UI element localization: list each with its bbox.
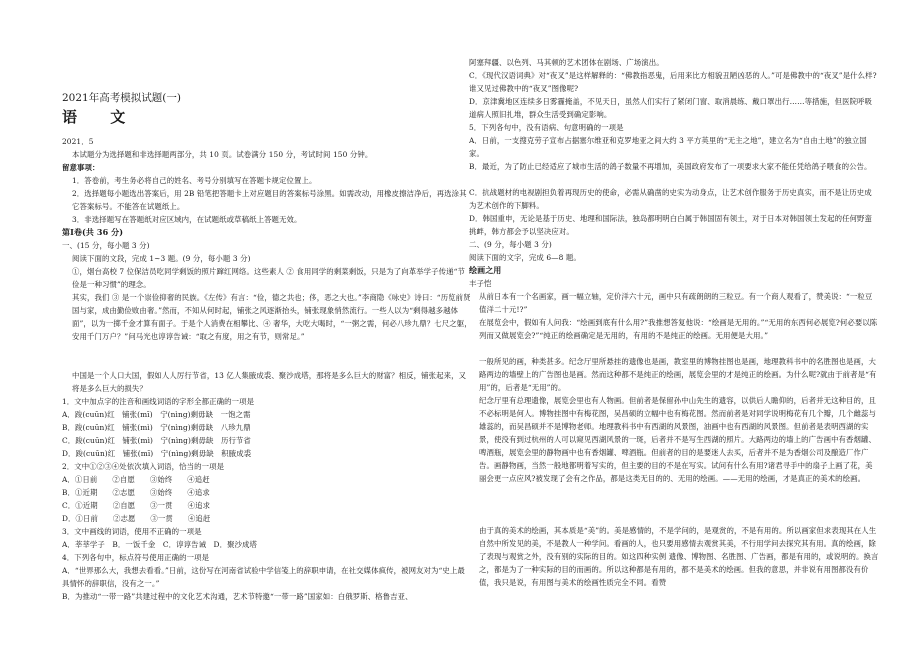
- subject-title: 语 文: [62, 108, 140, 126]
- question-2: 2．文中①②③④处依次填入词语，恰当的一项是: [62, 462, 225, 471]
- reading-instruction: 阅读下面的文段，完成 1~3 题。(9 分，每小题 3 分): [72, 254, 251, 263]
- q1-option-c: C．踆(cuūn)红 铺张(mì) 宁(nìng)剩毋缺 历行节省: [62, 436, 251, 445]
- essay-title: 绘画之用: [469, 265, 502, 275]
- essay-paragraph-1: 从前日本有一个名画家，画一幅立轴，定价洋六十元，画中只有疏朗朗的三粒豆。有一个商人观看了，赞美说：“一粒豆值洋二十元!?”: [479, 292, 873, 314]
- q4-option-c: C．《现代汉语词典》对“夜叉”是这样解释的：“佛教指恶鬼，后用来比方相貌丑陋凶恶的人。”可是佛教中的“夜叉”是什么样?谁又见过佛教中的“夜叉”图像呢?: [469, 71, 877, 93]
- question-4: 4．下列各句中，标点符号使用正确的一项是: [62, 553, 210, 562]
- q4-option-b: B．为推动“一带一路”共建过程中的文化艺术沟通，艺术节特邀“一带一路”国家如：白俄罗斯、格鲁吉亚、: [62, 592, 413, 601]
- q1-option-b: B．踆(cuūn)红 铺张(mì) 宁(nìng)剩毋缺 八珍九鼎: [62, 423, 251, 432]
- essay-paragraph-5: 由于真的美术的绘画，其本质是“美”的。美是感情的，不是学问的，是观赏的，不是有用的。所以画家但求表现其在人生自然中所发见的美，不是教人一种学问。看画的人，也只要用感情去观赏其美，不行用学问去探究其有用。真的绘画，除了表现与观赏之外，没有别的实际的目的。如这四种实例 遗像、博物图、名胜图、广告画，都是有用的，或说明的。换言之，都是为了一种实际的目的而画的。所以这种都是有用的，都不是美术的绘画。但我的意思，并非说有用图都没有价值，我只是说，有用图与美术的绘画性质完全不同。看赞: [479, 526, 879, 587]
- notice-item-1: 1．答卷前，考生务必将自己的姓名、考号分别填写在答题卡规定位置上。: [72, 176, 317, 185]
- essay-paragraph-4: 纪念厅里有总理遗像，展览会里也有人物画。但前者是保留孙中山先生的遗容，以供后人瞻仰的，后者并无这种目的，且不必标明是何人。博物挂图中有梅花图，吴昌硕的立幅中也有梅花图。然而前者是对同学说明梅花有几个瓣，几个雌蕊与雄蕊的，而吴昌硕并不是博物老师。地理教科书中有西湖的风景图，油画中也有西湖的风景图。但前者是表明西湖的实景，使没有到过杭州的人可以窥见西湖风景的一斑，后者并不是写生西湖的照片。大路两边的墙上的广告画中有香烟罐、啤酒瓶，展览会里的静物画中也有香烟罐、啤酒瓶。但前者的目的是要迷人去买，后者并不是为香烟公司及酿造厂作广告。画静物画，当然一般地都明着写实的，但主要的目的不是在写实。试问有什么有用?诸君寻手中的扇子上画了花，美丽会更一点应风?被发现了会有之作品，都是这类无目的的、无用的绘画。——无用的绘画，才是真正的美术的绘画。: [479, 396, 877, 483]
- q4-option-d: D．京津冀地区连续多日雾霾掩盖，不见天日，虽然人们实行了紧闭门窗、取消晨练、戴口罩出行……等措施，但医院呼吸道病人照旧扎堆，群众生活受到确定影响。: [469, 97, 873, 119]
- passage-paragraph-1: ①，烟台高校 7 位保洁员吃同学剩饭的照片蹿红网络。这些素人 ② 食用同学的剩菜剩饭，只是为了向革举学子传递“节俭是一种习惯”的理念。: [72, 267, 466, 289]
- passage-paragraph-3: 中国是一个人口大国，假如人人厉行节省，13 亿人集腋成裘、聚沙成塔，那将是多么巨大的财富？相反，铺张起来，又将是多么巨大的损失？: [72, 371, 467, 393]
- q2-option-b: B．①近期 ②志愿 ③始终 ④追求: [62, 488, 210, 497]
- reading-instruction-2: 阅读下面的文字，完成 6—8 题。: [469, 253, 581, 262]
- section-two-heading: 二、(9 分，每小题 3 分): [469, 240, 552, 249]
- question-5: 5．下列各句中，没有语病、句意明确的一项是: [469, 123, 624, 132]
- question-3: 3．文中画线的词语，使用不正确的一项是: [62, 527, 202, 536]
- right-column: [469, 56, 879, 602]
- instructions-intro: 本试题分为选择题和非选择题两部分，共 10 页。试卷满分 150 分，考试时间 150 分钟。: [72, 150, 373, 159]
- date-line: 2021．5: [62, 137, 94, 146]
- notice-item-3: 3．非选择题写在答题纸对应区域内，在试题纸或草稿纸上答题无效。: [72, 215, 302, 224]
- essay-paragraph-2: 在展览会中，假如有人问我：“绘画到底有什么用?”我推想答复他说：“绘画是无用的。”“无用的东西何必展览?何必要以陈列而又做展览会?”“纯正的绘画确定是无用的，有用的不是纯正的绘画。无用便是大用。”: [479, 318, 878, 340]
- q5-option-c: C．抗战题材的电视剧担负着再现历史的使命，必需从确凿的史实为动身点，让艺术创作服务于历史真实，而不是让历史成为艺术创作的下脚料。: [469, 188, 872, 210]
- section-one-heading: 一、(15 分，每小题 3 分): [62, 241, 150, 250]
- q5-option-b: B．最近，为了防止已经适应了城市生活的鸽子数量不再增加，美国政府发布了一项要求大家不能任凭给鸽子喂食的公告。: [469, 162, 872, 171]
- question-1: 1．文中加点字的注音和画线词语的字形全都正确的一项是: [62, 397, 255, 406]
- passage-paragraph-2: 其实，我们 ③ 是一个崇俭抑奢的民族。《左传》有言：“俭，德之共也；侈，恶之大也。”李商隐《咏史》诗曰：“历览前贤国与家，成由勤俭败由奢。”然而，不知从何时起，铺张之风逐渐抬头，铺张现象悄然流行。一些人以为“剩得越多越体面”，以为一掷千金才算有面子。于是个人消费在相攀比、④ 奢华，大吃大喝时，“一粥之需，何必八珍九鼎？七尺之躯，安用千门万户？”问马光也谆谆告诫：“取之有度，用之有节，则常足。”: [72, 293, 472, 341]
- q1-option-d: D．踆(cuūn)红 铺张(mī) 宁(nìng)剩毋缺 积腋成裘: [62, 449, 252, 458]
- essay-author: 丰子恺: [469, 279, 492, 288]
- essay-paragraph-3: 一般所见的画，种类甚多。纪念厅里所悬挂的遗像也是画，教室里的博物挂图也是画，地理教科书中的名胜图也是画，大路两边的墙壁上的广告图也是画。然而这种都不是纯正的绘画，展览会里的才是纯正的绘画。为什么呢?就由于前者是“有用”的，后者是“无用”的。: [479, 357, 877, 392]
- q3-options: A．莘莘学子 B．一饭千金 C．谆谆告诫 D．聚沙成塔: [62, 540, 258, 549]
- q2-option-d: D．①日前 ②志愿 ③一贯 ④追赶: [62, 514, 211, 523]
- q5-option-a: A．日前，一支搜克劳子宣布占据塞尔维亚和克罗地亚之间大约 3 平方英里的“无主之地”，建立名为“自由土地”的独立国家。: [469, 136, 867, 158]
- q2-option-c: C．①近期 ②自愿 ③一贯 ④追求: [62, 501, 211, 510]
- q5-option-d: D．韩国重申，无论是基于历史、地理和国际法，独岛都明明白白属于韩国固有领土，对于日本对韩国领土发起的任何野蛮挑衅，韩方都会予以坚决应对。: [469, 214, 873, 236]
- q1-option-a: A．踆(cuūn)红 铺张(mī) 宁(nìng)剩毋缺 一饱之需: [62, 410, 251, 419]
- part-one-heading: 第Ⅰ卷(共 36 分): [62, 227, 124, 237]
- exam-title: 2021年高考模拟试题(一): [62, 92, 181, 104]
- notice-heading: 留意事项：: [62, 163, 100, 172]
- q4-option-a: A．“世界那么大，我想去看看。”日前，这份写在河南省试验中学信笺上的辞职申请，在社交媒体疯传，被网友对为“史上最具情怀的辞职信，没有之一。”: [62, 566, 465, 588]
- left-body: [62, 135, 472, 603]
- notice-item-2: 2．选择题每小题选出答案后，用 2B 铅笔把答题卡上对应题目的答案标号涂黑。如需改动，用橡皮擦洁净后，再选涂其它答案标号。不能答在试题纸上。: [72, 189, 467, 211]
- q4-option-b-cont: 阿塞拜疆、以色列、马其顿的艺术团体在剧场、广场演出。: [469, 58, 664, 67]
- q2-option-a: A．①日前 ②自愿 ③始终 ④追赶: [62, 475, 210, 484]
